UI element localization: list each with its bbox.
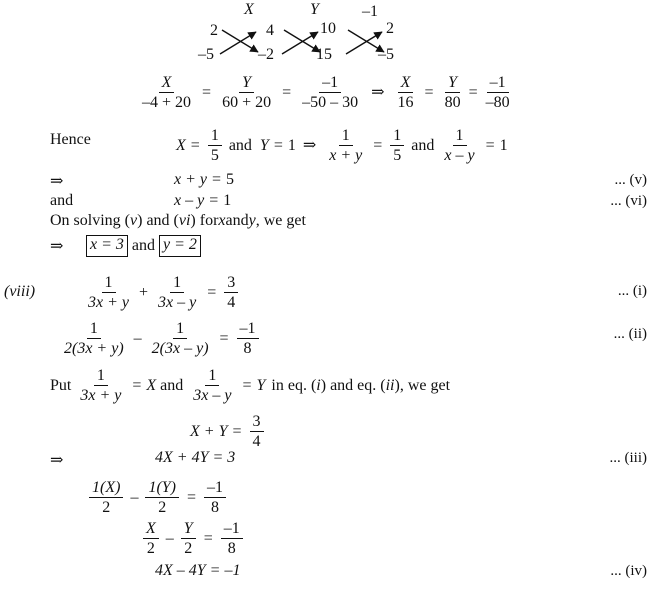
equals-17: =: [203, 529, 213, 547]
on-solving-var-y: y: [248, 212, 256, 229]
on-solving-text-a: On solving (: [50, 212, 130, 229]
equals-1: =: [202, 83, 212, 101]
equals-9: =: [212, 171, 222, 188]
frac-Y-over-60plus20: $\frac{Y}{60 + 20}$: [222, 74, 272, 112]
eq-number-i: ... (i): [617, 283, 647, 299]
equals-8: =: [485, 136, 495, 154]
cross-value-c2-top: 4: [266, 22, 274, 39]
implies-arrow-1: ⇒: [371, 83, 385, 101]
frac-3-over-4-b: $\frac{3}{4}$: [250, 413, 264, 451]
and-word-2: and: [411, 136, 435, 154]
var-Y: Y: [259, 136, 269, 154]
eq-number-ii: ... (ii): [613, 326, 647, 342]
frac-X-over-16: $\frac{X}{16}$: [397, 74, 414, 112]
frac-Y-over-2: $\frac{Y}{2}$: [181, 520, 196, 558]
eq-number-iii: ... (iii): [609, 450, 647, 466]
hence-equation: [176, 127, 508, 165]
on-solving-ref-v: v: [130, 212, 138, 229]
substitution-var-X: X: [146, 376, 157, 394]
var-X: X: [176, 136, 186, 154]
equation-v-lhs: x + y: [174, 171, 207, 188]
cross-value-c3-bottom: 15: [316, 46, 332, 63]
frac-1-over-3xplusy-b: $\frac{1}{3x + y}$: [80, 367, 122, 405]
hence-label: Hence: [50, 131, 91, 148]
on-solving-var-x: x: [218, 212, 226, 229]
equation-iii: [155, 450, 235, 466]
cross-multiplication-equation: [136, 74, 516, 112]
on-solving-ref-vi: vi: [178, 212, 191, 229]
equals-15: =: [232, 422, 242, 440]
put-ref-ii: ii: [385, 376, 395, 394]
frac-3-over-4-a: $\frac{3}{4}$: [224, 274, 238, 312]
and-label-vi: and: [50, 192, 74, 209]
frac-1Y-over-2: $\frac{1(Y)}{2}$: [145, 479, 179, 517]
boxed-answer-x: x = 3: [86, 235, 128, 257]
equals-6: =: [273, 136, 283, 154]
equation-halves-1: [86, 479, 229, 517]
on-solving-text-b: ) and (: [137, 212, 179, 229]
substitution-var-Y: Y: [256, 376, 266, 394]
cross-value-c2-bottom: –2: [258, 46, 274, 63]
plus-sign-1: +: [139, 283, 149, 301]
frac-1-over-5-b: $\frac{1}{5}$: [390, 127, 404, 165]
frac-neg1-over-8-c: $\frac{-1}{8}$: [221, 520, 243, 558]
equation-vi-lhs: x – y: [174, 192, 205, 209]
frac-1X-over-2: $\frac{1(X)}{2}$: [89, 479, 123, 517]
equation-X-plus-Y: [190, 413, 267, 451]
eq-number-vi: ... (vi): [610, 193, 647, 209]
equation-v-rhs: 5: [226, 171, 235, 188]
frac-neg1-over-8-a: $\frac{-1}{8}$: [237, 320, 259, 358]
frac-1-over-3xminusy-b: $\frac{1}{3x - y}$: [193, 367, 232, 405]
part-label-viii: (viii): [4, 283, 36, 300]
equals-13: =: [132, 376, 142, 394]
cross-arrow-3b: [346, 32, 382, 54]
cross-value-c1-top: 2: [210, 22, 218, 39]
equation-XY-lhs: X + Y: [190, 422, 228, 440]
equation-halves-2: [140, 520, 246, 558]
cross-value-c4-bottom: –5: [378, 46, 394, 63]
rhs-one: 1: [499, 136, 508, 154]
eq-number-iv: ... (iv): [610, 563, 647, 579]
and-word-1: and: [228, 136, 252, 154]
substitution-line: [50, 367, 450, 405]
frac-1-over-xplusy: $\frac{1}{x + y}$: [329, 127, 363, 165]
frac-1-over-xminusy: $\frac{1}{x - y}$: [444, 127, 475, 165]
cross-header-Y: Y: [310, 1, 319, 18]
frac-1-over-3xplusy-a: $\frac{1}{3x + y}$: [88, 274, 129, 312]
on-solving-text-d: and: [225, 212, 249, 229]
minus-sign-2: –: [130, 488, 139, 506]
cross-arrow-2b: [282, 32, 318, 54]
put-ref-i: i: [316, 376, 321, 394]
cross-header-X: X: [244, 1, 254, 18]
frac-X-over-2: $\frac{X}{2}$: [143, 520, 159, 558]
frac-neg1-over-neg80: $\frac{-1}{-80}$: [485, 74, 510, 112]
put-tail-a: in eq. (: [271, 376, 317, 394]
equals-4: =: [468, 83, 478, 101]
equals-11: =: [207, 283, 217, 301]
boxed-answers-line: [86, 235, 201, 257]
equation-vi: [174, 193, 231, 209]
on-solving-line: [50, 213, 306, 229]
equation-iii-expr: 4X + 4Y = 3: [155, 449, 236, 466]
and-word-put: and: [160, 376, 184, 394]
frac-Y-over-80: $\frac{Y}{80}$: [444, 74, 461, 112]
put-tail-b: ) and eq. (: [320, 376, 386, 394]
equals-7: =: [373, 136, 383, 154]
equation-iv-expr: 4X – 4Y = –1: [155, 562, 241, 579]
equation-v: [174, 172, 234, 188]
equation-iv: [155, 563, 240, 579]
put-word: Put: [50, 376, 72, 394]
cross-header-minus-one: –1: [362, 3, 378, 20]
on-solving-text-c: ) for: [190, 212, 219, 229]
minus-sign-3: –: [165, 529, 174, 547]
frac-X-over-neg4plus20: $\frac{X}{-4 + 20}$: [142, 74, 192, 112]
equals-2: =: [282, 83, 292, 101]
equals-5: =: [190, 136, 200, 154]
cross-value-c3-top: 10: [320, 20, 336, 37]
equation-vi-rhs: 1: [223, 192, 232, 209]
frac-neg1-over-neg50minus30: $\frac{-1}{-50 - 30}$: [302, 74, 359, 112]
minus-sign-1: –: [133, 329, 142, 347]
cross-arrow-1b: [220, 32, 256, 54]
equals-16: =: [187, 488, 197, 506]
implies-label-answers: ⇒: [50, 238, 64, 255]
value-one: 1: [287, 136, 296, 154]
implies-label-v: ⇒: [50, 173, 64, 190]
equation-ii: [58, 320, 262, 358]
frac-1-over-5-a: $\frac{1}{5}$: [208, 127, 222, 165]
equals-12: =: [219, 329, 229, 347]
equation-i: [82, 274, 241, 312]
equals-10: =: [209, 192, 219, 209]
put-tail-c: ), we get: [394, 376, 451, 394]
eq-number-v: ... (v): [614, 172, 647, 188]
implies-arrow-2: ⇒: [302, 136, 317, 154]
cross-value-c1-bottom: –5: [198, 46, 214, 63]
equals-14: =: [242, 376, 252, 394]
and-word-answers: and: [131, 236, 156, 254]
frac-neg1-over-8-b: $\frac{-1}{8}$: [204, 479, 226, 517]
cross-value-c4-top: 2: [386, 20, 394, 37]
boxed-answer-y: y = 2: [159, 235, 201, 257]
implies-label-iii: ⇒: [50, 452, 64, 469]
frac-1-over-2-3xminusy: $\frac{1}{2(3x - y)}$: [151, 320, 209, 358]
equals-3: =: [424, 83, 434, 101]
cross-multiplication-diagram: [196, 2, 446, 72]
frac-1-over-2-3xplusy: $\frac{1}{2(3x + y)}$: [64, 320, 124, 358]
frac-1-over-3xminusy-a: $\frac{1}{3x - y}$: [158, 274, 197, 312]
on-solving-text-e: , we get: [255, 212, 306, 229]
